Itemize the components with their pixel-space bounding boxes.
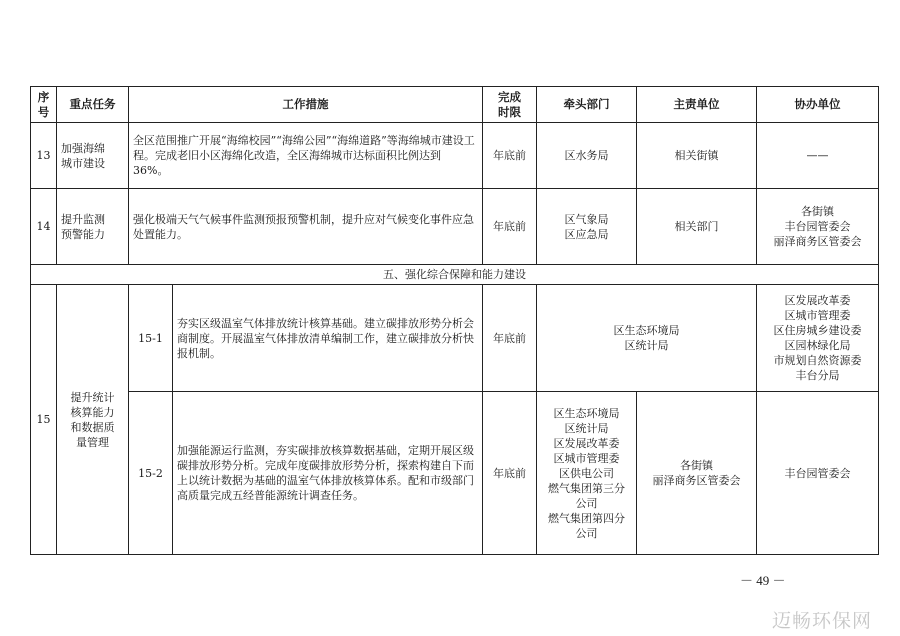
header-main: 主责单位 [637, 87, 757, 123]
row15-2-main: 各街镇 丽泽商务区管委会 [637, 392, 757, 555]
row13-task: 加强海绵 城市建设 [57, 123, 129, 189]
row15-task: 提升统计 核算能力 和数据质 量管理 [57, 285, 129, 555]
row15-2-assist: 丰台园管委会 [757, 392, 879, 555]
row13-seq: 13 [31, 123, 57, 189]
site-watermark: 迈畅环保网 [772, 610, 873, 632]
header-row [31, 87, 879, 123]
row14-deadline: 年底前 [483, 189, 537, 265]
row15-1-id: 15-1 [129, 285, 173, 392]
measures-table [30, 86, 879, 555]
row15-2-measure: 加强能源运行监测，夯实碳排放核算数据基础，定期开展区级碳排放形势分析。完成年度碳排放形势分析，探索构建自下而上以统计数据为基础的温室气体排放核算体系。配和市级部门高质量完成五经普能源统计调查任务。 [173, 392, 483, 555]
row15-1-lead-main: 区生态环境局 区统计局 [537, 285, 757, 392]
table-row [31, 189, 879, 265]
row15-1-assist: 区发展改革委 区城市管理委 区住房城乡建设委 区园林绿化局 市规划自然资源委 丰台分局 [757, 285, 879, 392]
table-row [31, 123, 879, 189]
page-number: － 49 － [740, 573, 786, 588]
table-row [31, 285, 879, 392]
header-deadline: 完成 时限 [483, 87, 537, 123]
row13-lead: 区水务局 [537, 123, 637, 189]
row14-task: 提升监测 预警能力 [57, 189, 129, 265]
header-task: 重点任务 [57, 87, 129, 123]
row13-deadline: 年底前 [483, 123, 537, 189]
row14-assist: 各街镇 丰台园管委会 丽泽商务区管委会 [757, 189, 879, 265]
row15-seq: 15 [31, 285, 57, 555]
section-row [31, 265, 879, 285]
row15-2-id: 15-2 [129, 392, 173, 555]
table-row [31, 392, 879, 555]
row15-2-lead: 区生态环境局 区统计局 区发展改革委 区城市管理委 区供电公司 燃气集团第三分 公司 燃气集团第四分 公司 [537, 392, 637, 555]
header-lead: 牵头部门 [537, 87, 637, 123]
row13-measure: 全区范围推广开展“海绵校园”“海绵公园”“海绵道路”等海绵城市建设工程。完成老旧小区海绵化改造，全区海绵城市达标面积比例达到 36%。 [129, 123, 483, 189]
row14-seq: 14 [31, 189, 57, 265]
row15-1-measure: 夯实区级温室气体排放统计核算基础。建立碳排放形势分析会商制度。开展温室气体排放清单编制工作，建立碳排放分析快报机制。 [173, 285, 483, 392]
row13-main: 相关街镇 [637, 123, 757, 189]
header-seq: 序 号 [31, 87, 57, 123]
row14-main: 相关部门 [637, 189, 757, 265]
row15-2-deadline: 年底前 [483, 392, 537, 555]
row14-measure: 强化极端天气气候事件监测预报预警机制，提升应对气候变化事件应急处置能力。 [129, 189, 483, 265]
row14-lead: 区气象局 区应急局 [537, 189, 637, 265]
header-assist: 协办单位 [757, 87, 879, 123]
row15-1-deadline: 年底前 [483, 285, 537, 392]
row13-assist: —— [757, 123, 879, 189]
section-title: 五、强化综合保障和能力建设 [31, 265, 879, 285]
header-measure: 工作措施 [129, 87, 483, 123]
